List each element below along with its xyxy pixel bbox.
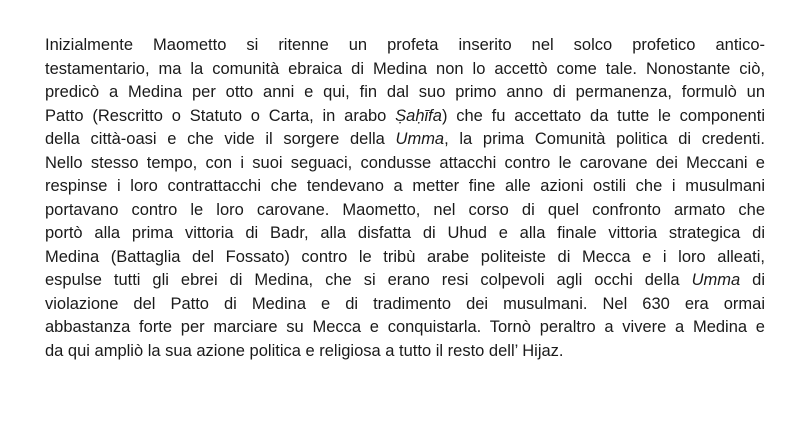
text-segment: abbastanza forte per marciare su Mecca e conquistarla. Tornò peraltro a vivere a Medina e [45,318,765,336]
text-segment: testamentario, ma la comunità ebraica di Medina non lo accettò come tale. Nonostante ciò, [45,59,765,78]
text-segment: , la prima Comunità politica di credenti. [444,130,765,148]
text-segment: Patto (Rescritto o Statuto o Carta, in arabo [45,106,396,125]
text-line [45,293,765,317]
text-segment: di [740,271,765,289]
text-segment: portavano contro le loro carovane. Maometto, nel corso di quel confronto armato che [45,200,765,219]
text-line [45,81,765,105]
italic-term: Umma [395,130,445,148]
text-line [45,222,765,246]
text-segment: Medina (Battaglia del Fossato) contro le tribù arabe politeiste di Mecca e i loro alleati, [45,247,765,266]
text-line [45,199,765,223]
text-line [45,34,765,58]
text-segment: Nello stesso tempo, con i suoi seguaci, condusse attacchi contro le carovane dei Meccani e [45,153,765,172]
text-segment: respinse i loro contrattacchi che tendevano a metter fine alle azioni ostili che i musulmani [45,177,765,195]
italic-term: Ṣaḥīfa [395,106,442,125]
text-line [45,58,765,82]
text-segment: violazione del Patto di Medina e di tradimento dei musulmani. Nel 630 era ormai [45,294,765,313]
body-paragraph [45,34,765,363]
text-segment: espulse tutti gli ebrei di Medina, che si erano resi colpevoli agli occhi della [45,271,692,289]
italic-term: Umma [691,271,741,289]
text-line [45,105,765,129]
text-line [45,152,765,176]
text-line [45,316,765,340]
text-line [45,246,765,270]
text-segment: della città-oasi e che vide il sorgere della [45,130,396,148]
document-page [45,34,765,363]
text-line [45,175,765,199]
text-line [45,340,765,364]
text-line [45,269,765,293]
text-segment: Inizialmente Maometto si ritenne un profeta inserito nel solco profetico antico- [45,36,765,54]
text-segment: predicò a Medina per otto anni e qui, fin dal suo primo anno di permanenza, formulò un [45,83,765,101]
text-segment: da qui ampliò la sua azione politica e religiosa a tutto il resto dell’ Hijaz. [45,341,564,360]
text-line [45,128,765,152]
text-segment: ) che fu accettato da tutte le componenti [441,106,765,125]
text-segment: portò alla prima vittoria di Badr, alla disfatta di Uhud e alla finale vittoria strategica di [45,224,765,242]
